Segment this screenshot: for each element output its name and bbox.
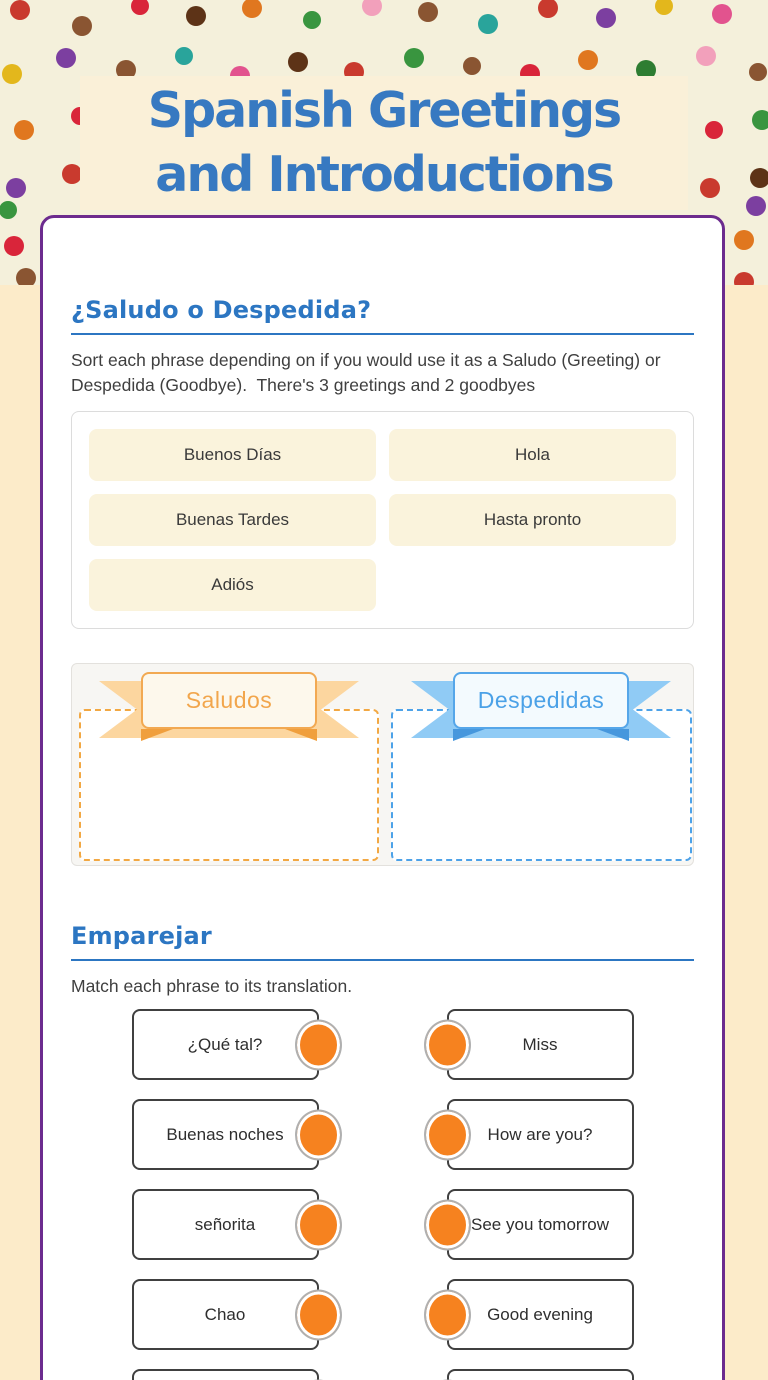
sort-heading-underline <box>71 333 694 335</box>
match-left-label-4: Chao <box>204 1304 246 1324</box>
match-right-box-3[interactable] <box>447 1189 634 1260</box>
connector-dot-left-1[interactable] <box>295 1019 342 1070</box>
match-left-label-3: señorita <box>194 1214 256 1234</box>
draggable-chip-hasta-pronto[interactable]: Hasta pronto <box>389 494 676 546</box>
match-right-box-5[interactable] <box>447 1369 634 1380</box>
match-row-4 <box>71 1279 694 1350</box>
worksheet-card <box>40 215 725 1380</box>
draggable-chip-buenos-dias[interactable]: Buenos Días <box>89 429 376 481</box>
connector-dot-left-2[interactable] <box>295 1109 342 1160</box>
match-right-label-3: See you tomorrow <box>471 1214 609 1234</box>
word-bank-panel <box>71 411 694 629</box>
saludos-zone-label: Saludos <box>141 672 317 729</box>
match-row-1 <box>71 1009 694 1080</box>
match-left-label-1: ¿Qué tal? <box>187 1034 263 1054</box>
title-line-1: Spanish Greetings <box>147 82 621 139</box>
match-right-box-2[interactable] <box>447 1099 634 1170</box>
despedidas-ribbon-banner <box>411 681 671 743</box>
connector-dot-left-4[interactable] <box>295 1289 342 1340</box>
match-heading-underline <box>71 959 694 961</box>
match-right-label-2: How are you? <box>487 1124 593 1144</box>
match-section-heading: Emparejar <box>71 922 212 950</box>
match-left-label-2: Buenas noches <box>166 1124 284 1144</box>
connector-dot-right-1[interactable] <box>424 1019 471 1070</box>
connector-dot-right-2[interactable] <box>424 1109 471 1160</box>
match-left-box-5[interactable] <box>132 1369 319 1380</box>
worksheet-title <box>80 76 688 210</box>
match-right-label-4: Good evening <box>487 1304 593 1324</box>
match-left-box-4[interactable] <box>132 1279 319 1350</box>
match-left-box-1[interactable] <box>132 1009 319 1080</box>
connector-dot-right-4[interactable] <box>424 1289 471 1340</box>
match-right-box-1[interactable] <box>447 1009 634 1080</box>
sort-section-heading: ¿Saludo o Despedida? <box>71 296 372 324</box>
saludos-ribbon-banner <box>99 681 359 743</box>
match-row-5 <box>71 1369 694 1380</box>
title-line-2: and Introductions <box>155 146 613 203</box>
draggable-chip-adios[interactable]: Adiós <box>89 559 376 611</box>
match-row-3 <box>71 1189 694 1260</box>
despedidas-zone-label: Despedidas <box>453 672 629 729</box>
connector-dot-left-3[interactable] <box>295 1199 342 1250</box>
sort-categories-panel <box>71 663 694 866</box>
connector-dot-right-3[interactable] <box>424 1199 471 1250</box>
match-left-box-2[interactable] <box>132 1099 319 1170</box>
match-right-box-4[interactable] <box>447 1279 634 1350</box>
draggable-chip-buenas-tardes[interactable]: Buenas Tardes <box>89 494 376 546</box>
match-row-2 <box>71 1099 694 1170</box>
draggable-chip-hola[interactable]: Hola <box>389 429 676 481</box>
match-right-label-1: Miss <box>522 1034 558 1054</box>
match-instructions: Match each phrase to its translation. <box>71 976 353 996</box>
match-grid <box>71 1009 694 1380</box>
match-left-box-3[interactable] <box>132 1189 319 1260</box>
sort-instructions: Sort each phrase depending on if you would use it as a Saludo (Greeting) or Despedida (Goodbye). There's 3 greetings and 2 goodbyes <box>71 350 666 395</box>
